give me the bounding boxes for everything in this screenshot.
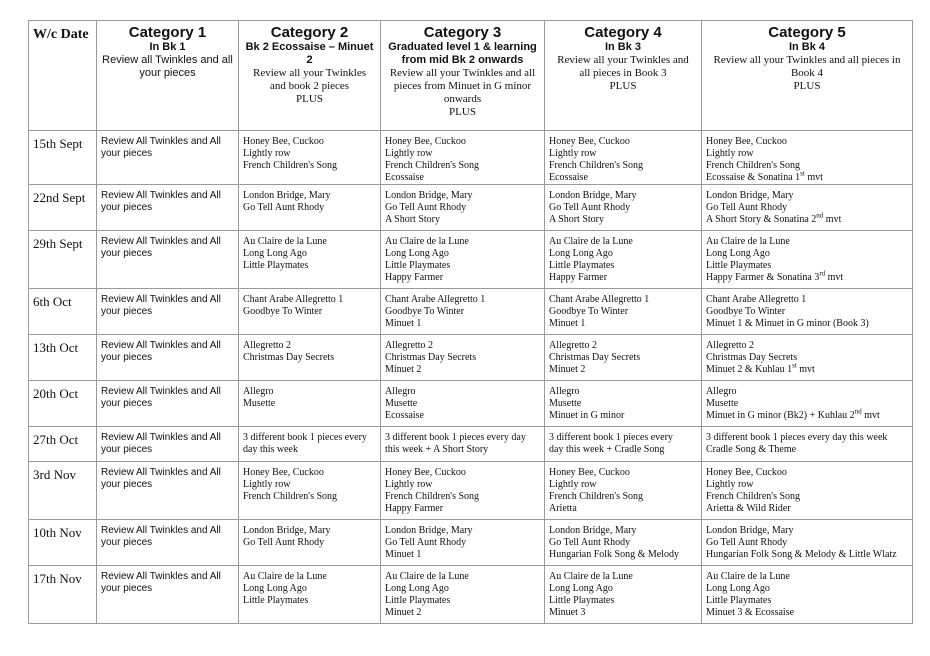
- category-1-cell: [97, 566, 239, 624]
- category-1-cell: [97, 381, 239, 427]
- piece-line: 3 different book 1 pieces every: [243, 432, 367, 443]
- piece-line: A Short Story: [385, 214, 441, 225]
- piece-line: London Bridge, Mary: [243, 525, 331, 536]
- category-3-cell: [381, 335, 545, 381]
- piece-line: Go Tell Aunt Rhody: [549, 202, 631, 213]
- piece-line: Happy Farmer: [549, 272, 608, 283]
- category-sub: Bk 2 Ecossaise – Minuet 2: [245, 41, 374, 66]
- piece-line: Lightly row: [549, 148, 597, 159]
- piece-line: Little Playmates: [243, 595, 309, 606]
- category-5-cell: [702, 289, 913, 335]
- category-4-cell: [545, 185, 702, 231]
- piece-line: London Bridge, Mary: [706, 190, 794, 201]
- category-desc: onwards: [443, 93, 482, 105]
- piece-line: Long Long Ago: [385, 248, 449, 259]
- piece-line: Minuet 1: [549, 318, 586, 329]
- cell-line: Review All Twinkles and All: [101, 525, 221, 536]
- category-5-cell: [702, 427, 913, 462]
- piece-line: Arietta & Wild Rider: [706, 503, 791, 514]
- category-desc: pieces from Minuet in G minor: [393, 80, 532, 92]
- category-2-cell: [239, 381, 381, 427]
- piece-line: Honey Bee, Cuckoo: [243, 136, 324, 147]
- piece-line: Chant Arabe Allegretto 1: [549, 294, 650, 305]
- piece-line: Allegretto 2: [243, 340, 292, 351]
- piece-line: Minuet 1: [385, 549, 422, 560]
- piece-line: Au Claire de la Lune: [385, 571, 469, 582]
- piece-line: Christmas Day Secrets: [243, 352, 335, 363]
- piece-line: Long Long Ago: [706, 583, 770, 594]
- cell-line: your pieces: [101, 248, 153, 259]
- piece-line: Minuet 3: [549, 607, 586, 618]
- piece-line: Au Claire de la Lune: [385, 236, 469, 247]
- practice-schedule-table: [28, 20, 913, 624]
- category-5-cell: [702, 335, 913, 381]
- piece-line: Lightly row: [385, 148, 433, 159]
- table-row: [29, 131, 913, 185]
- piece-line: London Bridge, Mary: [706, 525, 794, 536]
- table-row: [29, 335, 913, 381]
- piece-line: Chant Arabe Allegretto 1: [385, 294, 486, 305]
- table-row: [29, 520, 913, 566]
- category-desc: Review all your Twinkles and all pieces in: [713, 54, 901, 66]
- piece-line: Lightly row: [385, 479, 433, 490]
- cell-line: your pieces: [101, 479, 153, 490]
- piece-line: French Children's Song: [549, 160, 644, 171]
- piece-line: London Bridge, Mary: [549, 190, 637, 201]
- piece-line: Au Claire de la Lune: [549, 571, 633, 582]
- category-plus: PLUS: [609, 80, 637, 92]
- category-1-cell: [97, 131, 239, 185]
- piece-line: Go Tell Aunt Rhody: [385, 537, 467, 548]
- cell-line: your pieces: [101, 444, 153, 455]
- piece-line: French Children's Song: [706, 160, 801, 171]
- category-2-cell: [239, 131, 381, 185]
- cell-line: your pieces: [101, 306, 153, 317]
- piece-line: Minuet in G minor (Bk2) + Kuhlau 2nd mvt: [706, 407, 880, 421]
- piece-line: Cradle Song & Theme: [706, 444, 797, 455]
- category-5-cell: [702, 462, 913, 520]
- piece-line: Goodbye To Winter: [706, 306, 786, 317]
- cell-line: your pieces: [101, 398, 153, 409]
- piece-line: French Children's Song: [243, 160, 338, 171]
- piece-line: Au Claire de la Lune: [706, 236, 790, 247]
- week-date-cell: 17th Nov: [29, 566, 97, 624]
- piece-line: A Short Story: [549, 214, 605, 225]
- category-title: Category 5: [768, 24, 846, 41]
- piece-line: Christmas Day Secrets: [549, 352, 641, 363]
- piece-line: Little Playmates: [243, 260, 309, 271]
- piece-line: Honey Bee, Cuckoo: [385, 136, 466, 147]
- category-3-cell: [381, 289, 545, 335]
- category-desc: Book 4: [790, 67, 824, 79]
- piece-line: Honey Bee, Cuckoo: [549, 136, 630, 147]
- piece-line: Long Long Ago: [243, 248, 307, 259]
- table-row: [29, 462, 913, 520]
- category-3-cell: [381, 427, 545, 462]
- category-5-header: [702, 21, 913, 131]
- category-sub: In Bk 3: [604, 41, 642, 53]
- piece-line: Musette: [385, 398, 418, 409]
- category-2-cell: [239, 462, 381, 520]
- piece-line: 3 different book 1 pieces every day: [385, 432, 526, 443]
- week-date-cell: 13th Oct: [29, 335, 97, 381]
- category-plus: PLUS: [449, 106, 476, 118]
- category-5-cell: [702, 185, 913, 231]
- category-title: Category 3: [423, 24, 502, 41]
- piece-line: Hungarian Folk Song & Melody & Little Wlatz: [706, 549, 897, 560]
- cell-line: Review All Twinkles and All: [101, 571, 221, 582]
- piece-line: Little Playmates: [549, 260, 615, 271]
- category-2-cell: [239, 185, 381, 231]
- cell-line: Review All Twinkles and All: [101, 236, 221, 247]
- piece-line: Allegro: [706, 386, 737, 397]
- table-row: [29, 231, 913, 289]
- piece-line: Goodbye To Winter: [549, 306, 629, 317]
- category-4-cell: [545, 566, 702, 624]
- category-1-cell: [97, 289, 239, 335]
- cell-line: Review All Twinkles and All: [101, 294, 221, 305]
- piece-line: 3 different book 1 pieces every day this week: [706, 432, 888, 443]
- category-title: Category 2: [270, 24, 349, 41]
- piece-line: Happy Farmer: [385, 272, 444, 283]
- piece-line: Honey Bee, Cuckoo: [243, 467, 324, 478]
- category-plus: PLUS: [296, 93, 323, 105]
- cell-line: your pieces: [101, 537, 153, 548]
- week-date-cell: 29th Sept: [29, 231, 97, 289]
- category-5-cell: [702, 381, 913, 427]
- cell-line: your pieces: [101, 352, 153, 363]
- piece-line: Happy Farmer: [385, 503, 444, 514]
- piece-line: Long Long Ago: [243, 583, 307, 594]
- piece-line: A Short Story & Sonatina 2nd mvt: [706, 211, 842, 225]
- piece-line: Honey Bee, Cuckoo: [385, 467, 466, 478]
- cell-line: Review All Twinkles and All: [101, 136, 221, 147]
- piece-line: Allegretto 2: [706, 340, 755, 351]
- piece-line: Ecossaise: [549, 172, 588, 183]
- table-row: [29, 289, 913, 335]
- category-desc: Review all your Twinkles and: [557, 54, 689, 66]
- category-5-cell: [702, 520, 913, 566]
- category-sub: In Bk 4: [788, 41, 826, 53]
- category-4-cell: [545, 131, 702, 185]
- piece-line: Minuet 3 & Ecossaise: [706, 607, 795, 618]
- category-title: Category 1: [128, 24, 207, 41]
- category-3-cell: [381, 462, 545, 520]
- piece-line: Ecossaise: [385, 410, 424, 421]
- piece-line: Au Claire de la Lune: [243, 236, 327, 247]
- table-row: [29, 185, 913, 231]
- piece-line: Allegretto 2: [549, 340, 598, 351]
- category-desc: Review all Twinkles and all: [102, 54, 233, 66]
- piece-line: French Children's Song: [706, 491, 801, 502]
- category-4-cell: [545, 231, 702, 289]
- category-desc: your pieces: [139, 67, 196, 79]
- piece-line: Go Tell Aunt Rhody: [243, 537, 325, 548]
- category-title: Category 4: [584, 24, 662, 41]
- category-desc: Review all your Twinkles and all: [389, 67, 536, 79]
- piece-line: London Bridge, Mary: [243, 190, 331, 201]
- category-2-cell: [239, 231, 381, 289]
- table-row: [29, 427, 913, 462]
- piece-line: Minuet 2: [549, 364, 586, 375]
- category-2-cell: [239, 289, 381, 335]
- category-4-cell: [545, 462, 702, 520]
- week-date-cell: 20th Oct: [29, 381, 97, 427]
- piece-line: Long Long Ago: [549, 583, 613, 594]
- piece-line: Honey Bee, Cuckoo: [706, 467, 787, 478]
- piece-line: Go Tell Aunt Rhody: [549, 537, 631, 548]
- category-5-cell: [702, 566, 913, 624]
- category-5-cell: [702, 131, 913, 185]
- category-3-cell: [381, 231, 545, 289]
- piece-line: Minuet 2: [385, 364, 422, 375]
- piece-line: Minuet 1 & Minuet in G minor (Book 3): [706, 318, 869, 329]
- table-row: [29, 566, 913, 624]
- piece-line: day this week: [243, 444, 298, 455]
- piece-line: day this week + Cradle Song: [549, 444, 665, 455]
- piece-line: Ecossaise: [385, 172, 424, 183]
- category-1-header: [97, 21, 239, 131]
- category-1-cell: [97, 185, 239, 231]
- piece-line: Musette: [549, 398, 582, 409]
- piece-line: Hungarian Folk Song & Melody: [549, 549, 679, 560]
- cell-line: your pieces: [101, 202, 153, 213]
- piece-line: Chant Arabe Allegretto 1: [706, 294, 807, 305]
- piece-line: Little Playmates: [385, 595, 451, 606]
- piece-line: Go Tell Aunt Rhody: [243, 202, 325, 213]
- category-plus: PLUS: [793, 80, 821, 92]
- piece-line: Minuet in G minor: [549, 410, 625, 421]
- piece-line: Goodbye To Winter: [243, 306, 323, 317]
- date-column-header: W/c Date: [29, 21, 97, 131]
- piece-line: London Bridge, Mary: [549, 525, 637, 536]
- category-3-cell: [381, 381, 545, 427]
- piece-line: Minuet 2 & Kuhlau 1st mvt: [706, 361, 815, 375]
- week-date-cell: 3rd Nov: [29, 462, 97, 520]
- piece-line: Lightly row: [706, 479, 754, 490]
- piece-line: Long Long Ago: [385, 583, 449, 594]
- category-2-cell: [239, 520, 381, 566]
- category-4-cell: [545, 335, 702, 381]
- category-3-cell: [381, 566, 545, 624]
- category-1-cell: [97, 520, 239, 566]
- piece-line: Little Playmates: [549, 595, 615, 606]
- cell-line: Review All Twinkles and All: [101, 190, 221, 201]
- piece-line: Go Tell Aunt Rhody: [706, 202, 788, 213]
- week-date-cell: 6th Oct: [29, 289, 97, 335]
- piece-line: Little Playmates: [706, 595, 772, 606]
- piece-line: Chant Arabe Allegretto 1: [243, 294, 344, 305]
- cell-line: Review All Twinkles and All: [101, 386, 221, 397]
- category-3-cell: [381, 520, 545, 566]
- piece-line: Christmas Day Secrets: [385, 352, 477, 363]
- piece-line: Au Claire de la Lune: [243, 571, 327, 582]
- piece-line: Musette: [243, 398, 276, 409]
- category-5-cell: [702, 231, 913, 289]
- piece-line: Musette: [706, 398, 739, 409]
- category-1-cell: [97, 462, 239, 520]
- category-desc: all pieces in Book 3: [579, 67, 667, 79]
- piece-line: Minuet 2: [385, 607, 422, 618]
- piece-line: Allegro: [385, 386, 416, 397]
- piece-line: London Bridge, Mary: [385, 525, 473, 536]
- week-date-cell: 27th Oct: [29, 427, 97, 462]
- piece-line: Au Claire de la Lune: [706, 571, 790, 582]
- cell-line: Review All Twinkles and All: [101, 432, 221, 443]
- category-2-cell: [239, 335, 381, 381]
- piece-line: French Children's Song: [385, 160, 480, 171]
- piece-line: French Children's Song: [385, 491, 480, 502]
- cell-line: Review All Twinkles and All: [101, 340, 221, 351]
- piece-line: Go Tell Aunt Rhody: [706, 537, 788, 548]
- piece-line: Happy Farmer & Sonatina 3rd mvt: [706, 269, 844, 283]
- category-4-cell: [545, 381, 702, 427]
- piece-line: 3 different book 1 pieces every: [549, 432, 673, 443]
- piece-line: Minuet 1: [385, 318, 422, 329]
- piece-line: London Bridge, Mary: [385, 190, 473, 201]
- piece-line: Lightly row: [243, 148, 291, 159]
- category-3-header: [381, 21, 545, 131]
- piece-line: Long Long Ago: [706, 248, 770, 259]
- category-1-cell: [97, 427, 239, 462]
- category-3-cell: [381, 131, 545, 185]
- piece-line: Little Playmates: [706, 260, 772, 271]
- piece-line: Allegretto 2: [385, 340, 434, 351]
- piece-line: Arietta: [549, 503, 577, 514]
- piece-line: Allegro: [243, 386, 274, 397]
- piece-line: Go Tell Aunt Rhody: [385, 202, 467, 213]
- piece-line: French Children's Song: [243, 491, 338, 502]
- category-4-header: [545, 21, 702, 131]
- week-date-cell: 22nd Sept: [29, 185, 97, 231]
- category-4-cell: [545, 427, 702, 462]
- piece-line: Goodbye To Winter: [385, 306, 465, 317]
- category-2-cell: [239, 566, 381, 624]
- category-2-header: [239, 21, 381, 131]
- piece-line: Ecossaise & Sonatina 1st mvt: [706, 169, 823, 183]
- table-row: [29, 381, 913, 427]
- category-3-cell: [381, 185, 545, 231]
- category-sub: Graduated level 1 & learning from mid Bk 2 onwards: [388, 41, 537, 66]
- piece-line: Lightly row: [243, 479, 291, 490]
- category-1-cell: [97, 231, 239, 289]
- category-4-cell: [545, 520, 702, 566]
- piece-line: Christmas Day Secrets: [706, 352, 798, 363]
- category-desc: Review all your Twinkles: [253, 67, 366, 79]
- category-4-cell: [545, 289, 702, 335]
- piece-line: French Children's Song: [549, 491, 644, 502]
- piece-line: Honey Bee, Cuckoo: [549, 467, 630, 478]
- piece-line: Little Playmates: [385, 260, 451, 271]
- piece-line: Au Claire de la Lune: [549, 236, 633, 247]
- schedule-body: [29, 131, 913, 624]
- week-date-cell: 15th Sept: [29, 131, 97, 185]
- cell-line: your pieces: [101, 583, 153, 594]
- piece-line: Allegro: [549, 386, 580, 397]
- piece-line: Lightly row: [706, 148, 754, 159]
- category-desc: and book 2 pieces: [269, 80, 350, 92]
- header-row: [29, 21, 913, 131]
- cell-line: your pieces: [101, 148, 153, 159]
- cell-line: Review All Twinkles and All: [101, 467, 221, 478]
- piece-line: Honey Bee, Cuckoo: [706, 136, 787, 147]
- category-sub: In Bk 1: [149, 41, 186, 53]
- piece-line: this week + A Short Story: [385, 444, 489, 455]
- piece-line: Long Long Ago: [549, 248, 613, 259]
- category-1-cell: [97, 335, 239, 381]
- category-2-cell: [239, 427, 381, 462]
- piece-line: Lightly row: [549, 479, 597, 490]
- week-date-cell: 10th Nov: [29, 520, 97, 566]
